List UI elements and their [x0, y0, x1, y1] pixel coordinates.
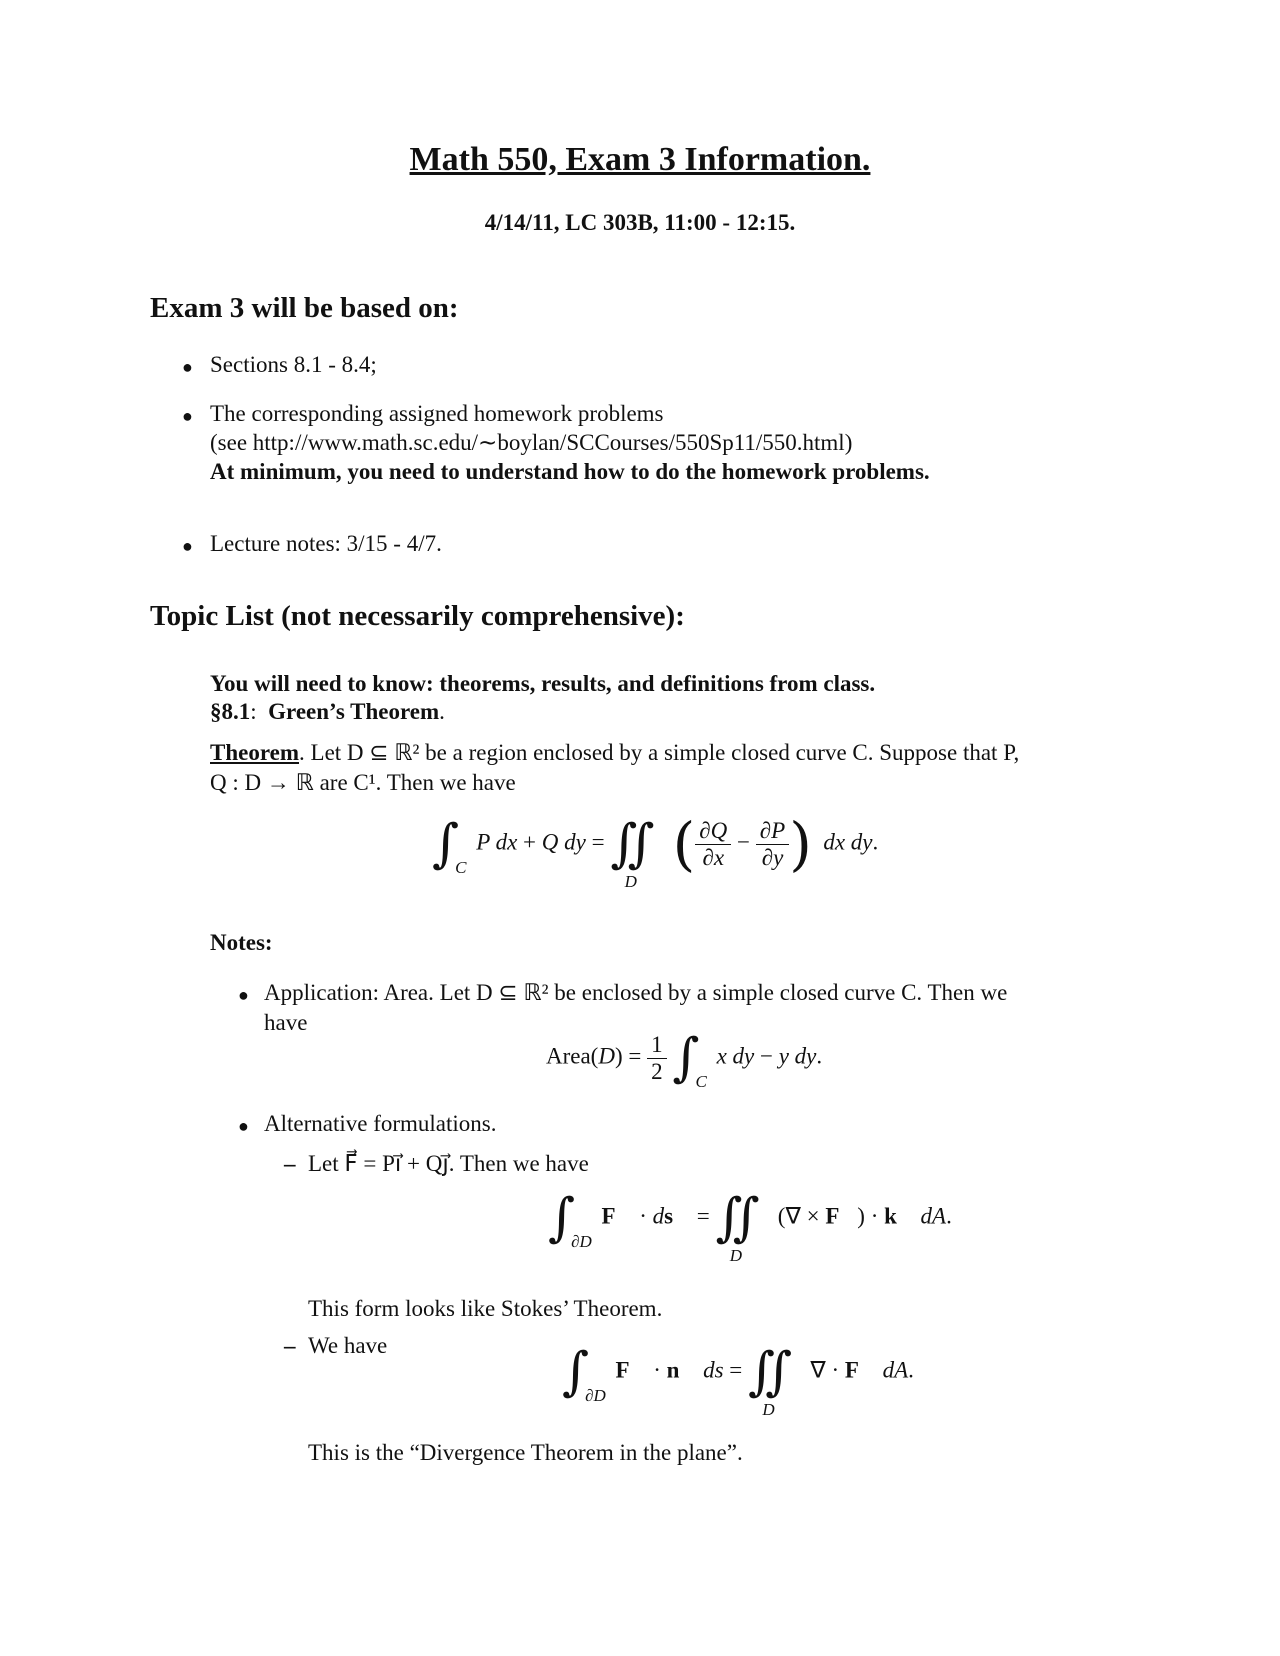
- section-heading-topic-list: Topic List (not necessarily comprehensive):: [150, 600, 685, 632]
- section-title-greens-theorem: §8.1: Green’s Theorem.: [210, 699, 445, 724]
- theorem-label: Theorem: [210, 740, 300, 765]
- curl-form-formula: $\int_{\partial D}$ F⃗ · ds⃗ = $∬_D$ (∇ × F⃗) · k⃗ dA.: [548, 1188, 952, 1266]
- bullet-icon: ●: [182, 536, 193, 556]
- greens-theorem-formula: $\int_C$ P dx + Q dy = $∬_D$ ( $\frac{\partial Q}{\partial x}$ − $\frac{\partial P}{\partial y}$ ) dx dy.: [432, 810, 879, 892]
- need-to-know-line: You will need to know: theorems, results, and definitions from class.: [210, 671, 876, 696]
- homework-requirement: At minimum, you need to understand how to do the homework problems.: [210, 459, 930, 484]
- stokes-note: This form looks like Stokes’ Theorem.: [308, 1296, 663, 1321]
- theorem-statement-line2: Q : D → ℝ are C¹. Then we have: [210, 770, 516, 795]
- list-item-lecture-notes: Lecture notes: 3/15 - 4/7.: [210, 531, 442, 556]
- section-heading-exam-basis: Exam 3 will be based on:: [150, 292, 459, 324]
- bullet-icon: ●: [238, 985, 249, 1005]
- notes-label: Notes:: [210, 930, 273, 955]
- bullet-icon: ●: [238, 1116, 249, 1136]
- homework-url: (see http://www.math.sc.edu/∼boylan/SCCourses/550Sp11/550.html): [210, 430, 853, 455]
- list-item-homework: The corresponding assigned homework problems: [210, 401, 664, 426]
- application-area-line1: Application: Area. Let D ⊆ ℝ² be enclosed by a simple closed curve C. Then we: [264, 980, 1008, 1005]
- bullet-icon: ●: [182, 357, 193, 377]
- divergence-note: This is the “Divergence Theorem in the plane”.: [308, 1440, 743, 1465]
- dash-icon: –: [284, 1333, 296, 1358]
- application-area-line2: have: [264, 1010, 308, 1035]
- let-f-definition: Let F⃗ = Pi⃗ + Qj⃗. Then we have: [308, 1151, 589, 1176]
- exam-details: 4/14/11, LC 303B, 11:00 - 12:15.: [484, 210, 796, 235]
- list-item-sections: Sections 8.1 - 8.4;: [210, 352, 377, 377]
- divergence-form-formula: $\int_{\partial D}$ F⃗ · n⃗ ds = $∬_D$ ∇ · F⃗ dA.: [562, 1342, 914, 1420]
- bullet-icon: ●: [182, 406, 193, 426]
- dash-icon: –: [284, 1151, 296, 1176]
- area-formula: Area(D) = $\frac{1}{2}$ $\int_C$ x dy − y dy.: [546, 1028, 823, 1092]
- theorem-statement-line1: Theorem. Let D ⊆ ℝ² be a region enclosed by a simple closed curve C. Suppose that P,: [210, 740, 1020, 765]
- alternative-formulations: Alternative formulations.: [264, 1111, 497, 1136]
- page-title: Math 550, Exam 3 Information.: [409, 141, 871, 178]
- we-have-line: We have: [308, 1333, 388, 1358]
